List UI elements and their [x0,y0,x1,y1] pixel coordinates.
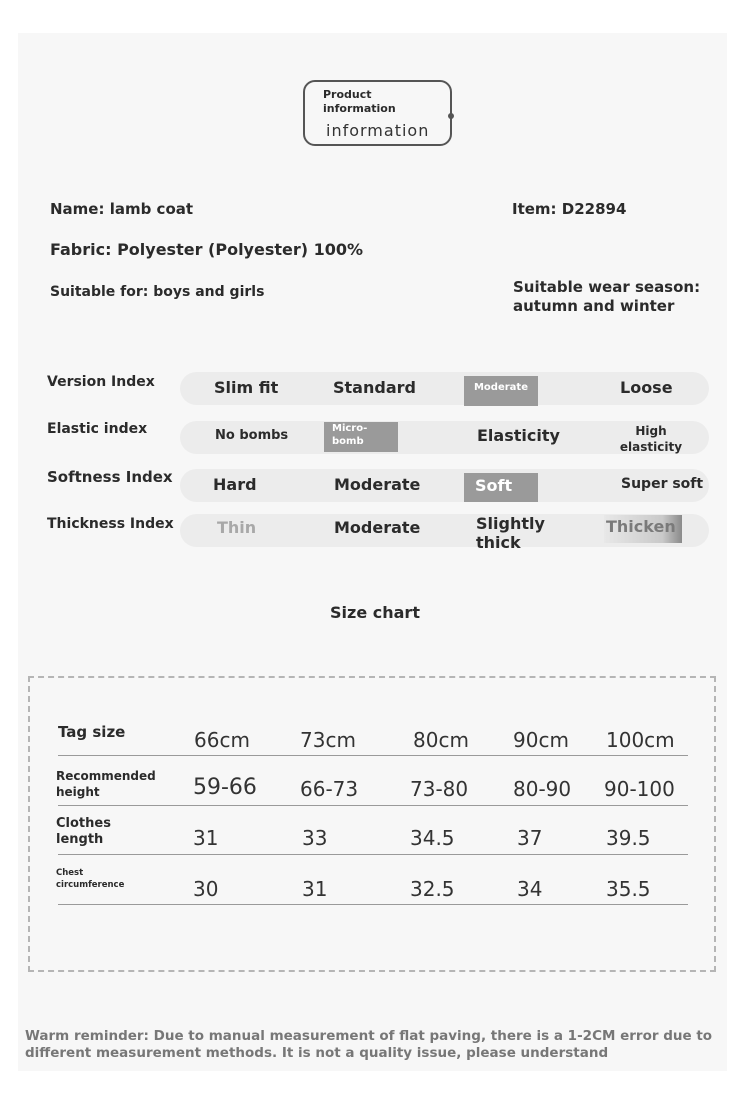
chest-circumference-line2: circumference [56,880,125,890]
length-39-5: 39.5 [606,826,651,850]
season-line2: autumn and winter [513,297,675,315]
length-37: 37 [517,826,543,850]
badge-big-text: information [326,121,430,140]
thickness-option-thicken-selected: Thicken [604,515,682,543]
tag-size-90: 90cm [513,728,569,752]
thickness-option-thin: Thin [217,518,257,537]
elastic-index-label: Elastic index [47,421,148,437]
length-31: 31 [193,826,219,850]
softness-index-label: Softness Index [47,468,173,486]
thickness-option-moderate: Moderate [334,518,421,537]
version-option-moderate-selected: Moderate [464,376,538,406]
table-divider [58,805,688,806]
tag-size-100: 100cm [606,728,675,752]
chest-31: 31 [302,877,328,901]
chest-30: 30 [193,877,219,901]
softness-option-hard: Hard [213,475,257,494]
high-elasticity-line1: High [635,424,667,438]
tag-size-73: 73cm [300,728,356,752]
height-66-73: 66-73 [300,777,359,801]
badge-dot-icon [448,113,454,119]
size-chart-table [28,676,716,972]
product-name: Name: lamb coat [50,200,194,218]
tag-size-80: 80cm [413,728,469,752]
clothes-length-line2: length [56,832,104,847]
product-suitable-for: Suitable for: boys and girls [50,284,265,300]
softness-option-super-soft: Super soft [621,476,704,492]
chest-32-5: 32.5 [410,877,455,901]
table-divider [58,904,688,905]
height-73-80: 73-80 [410,777,469,801]
row-label-clothes-length [56,816,111,848]
height-59-66: 59-66 [193,775,257,800]
chest-35-5: 35.5 [606,877,651,901]
table-divider [58,854,688,855]
product-season [513,278,700,316]
recommended-height-line2: height [56,785,100,799]
softness-option-moderate: Moderate [334,475,421,494]
softness-option-soft-selected: Soft [464,473,538,502]
chest-circumference-line1: Chest [56,868,84,878]
row-label-recommended-height [56,768,156,800]
thickness-index-label: Thickness Index [47,516,174,532]
recommended-height-line1: Recommended [56,769,156,783]
product-item: Item: D22894 [512,200,627,218]
table-divider [58,755,688,756]
micro-bomb-line2: bomb [332,436,364,447]
height-80-90: 80-90 [513,777,572,801]
version-index-label: Version Index [47,374,155,390]
length-34-5: 34.5 [410,826,455,850]
high-elasticity-line2: elasticity [619,440,683,454]
slightly-thick-line2: thick [476,533,521,552]
product-fabric: Fabric: Polyester (Polyester) 100% [50,240,364,259]
product-information-badge [303,80,452,146]
row-label-chest-circumference [56,867,124,891]
warm-reminder-text: Warm reminder: Due to manual measurement of flat paving, there is a 1-2CM error due to different measurement methods. It is not a quality issue, please understand [25,1028,713,1061]
version-option-standard: Standard [333,378,416,397]
height-90-100: 90-100 [604,777,675,801]
length-33: 33 [302,826,328,850]
season-line1: Suitable wear season: [513,278,701,296]
clothes-length-line1: Clothes [56,816,111,831]
version-option-loose: Loose [620,378,673,397]
elastic-option-high-elasticity [619,423,683,455]
badge-small-text [323,88,443,116]
size-chart-title: Size chart [330,603,420,622]
chest-34: 34 [517,877,543,901]
badge-small-line2: information [323,102,396,115]
badge-small-line1: Product [323,88,372,101]
micro-bomb-line1: Micro- [332,423,368,434]
elastic-option-no-bombs: No bombs [215,428,289,443]
thickness-option-slightly-thick [476,514,545,552]
elastic-option-micro-bomb-selected [324,422,398,452]
row-label-tag-size: Tag size [58,723,126,741]
elastic-option-elasticity: Elasticity [477,426,560,445]
version-option-slim-fit: Slim fit [214,378,279,397]
slightly-thick-line1: Slightly [476,514,545,533]
tag-size-66: 66cm [194,728,250,752]
